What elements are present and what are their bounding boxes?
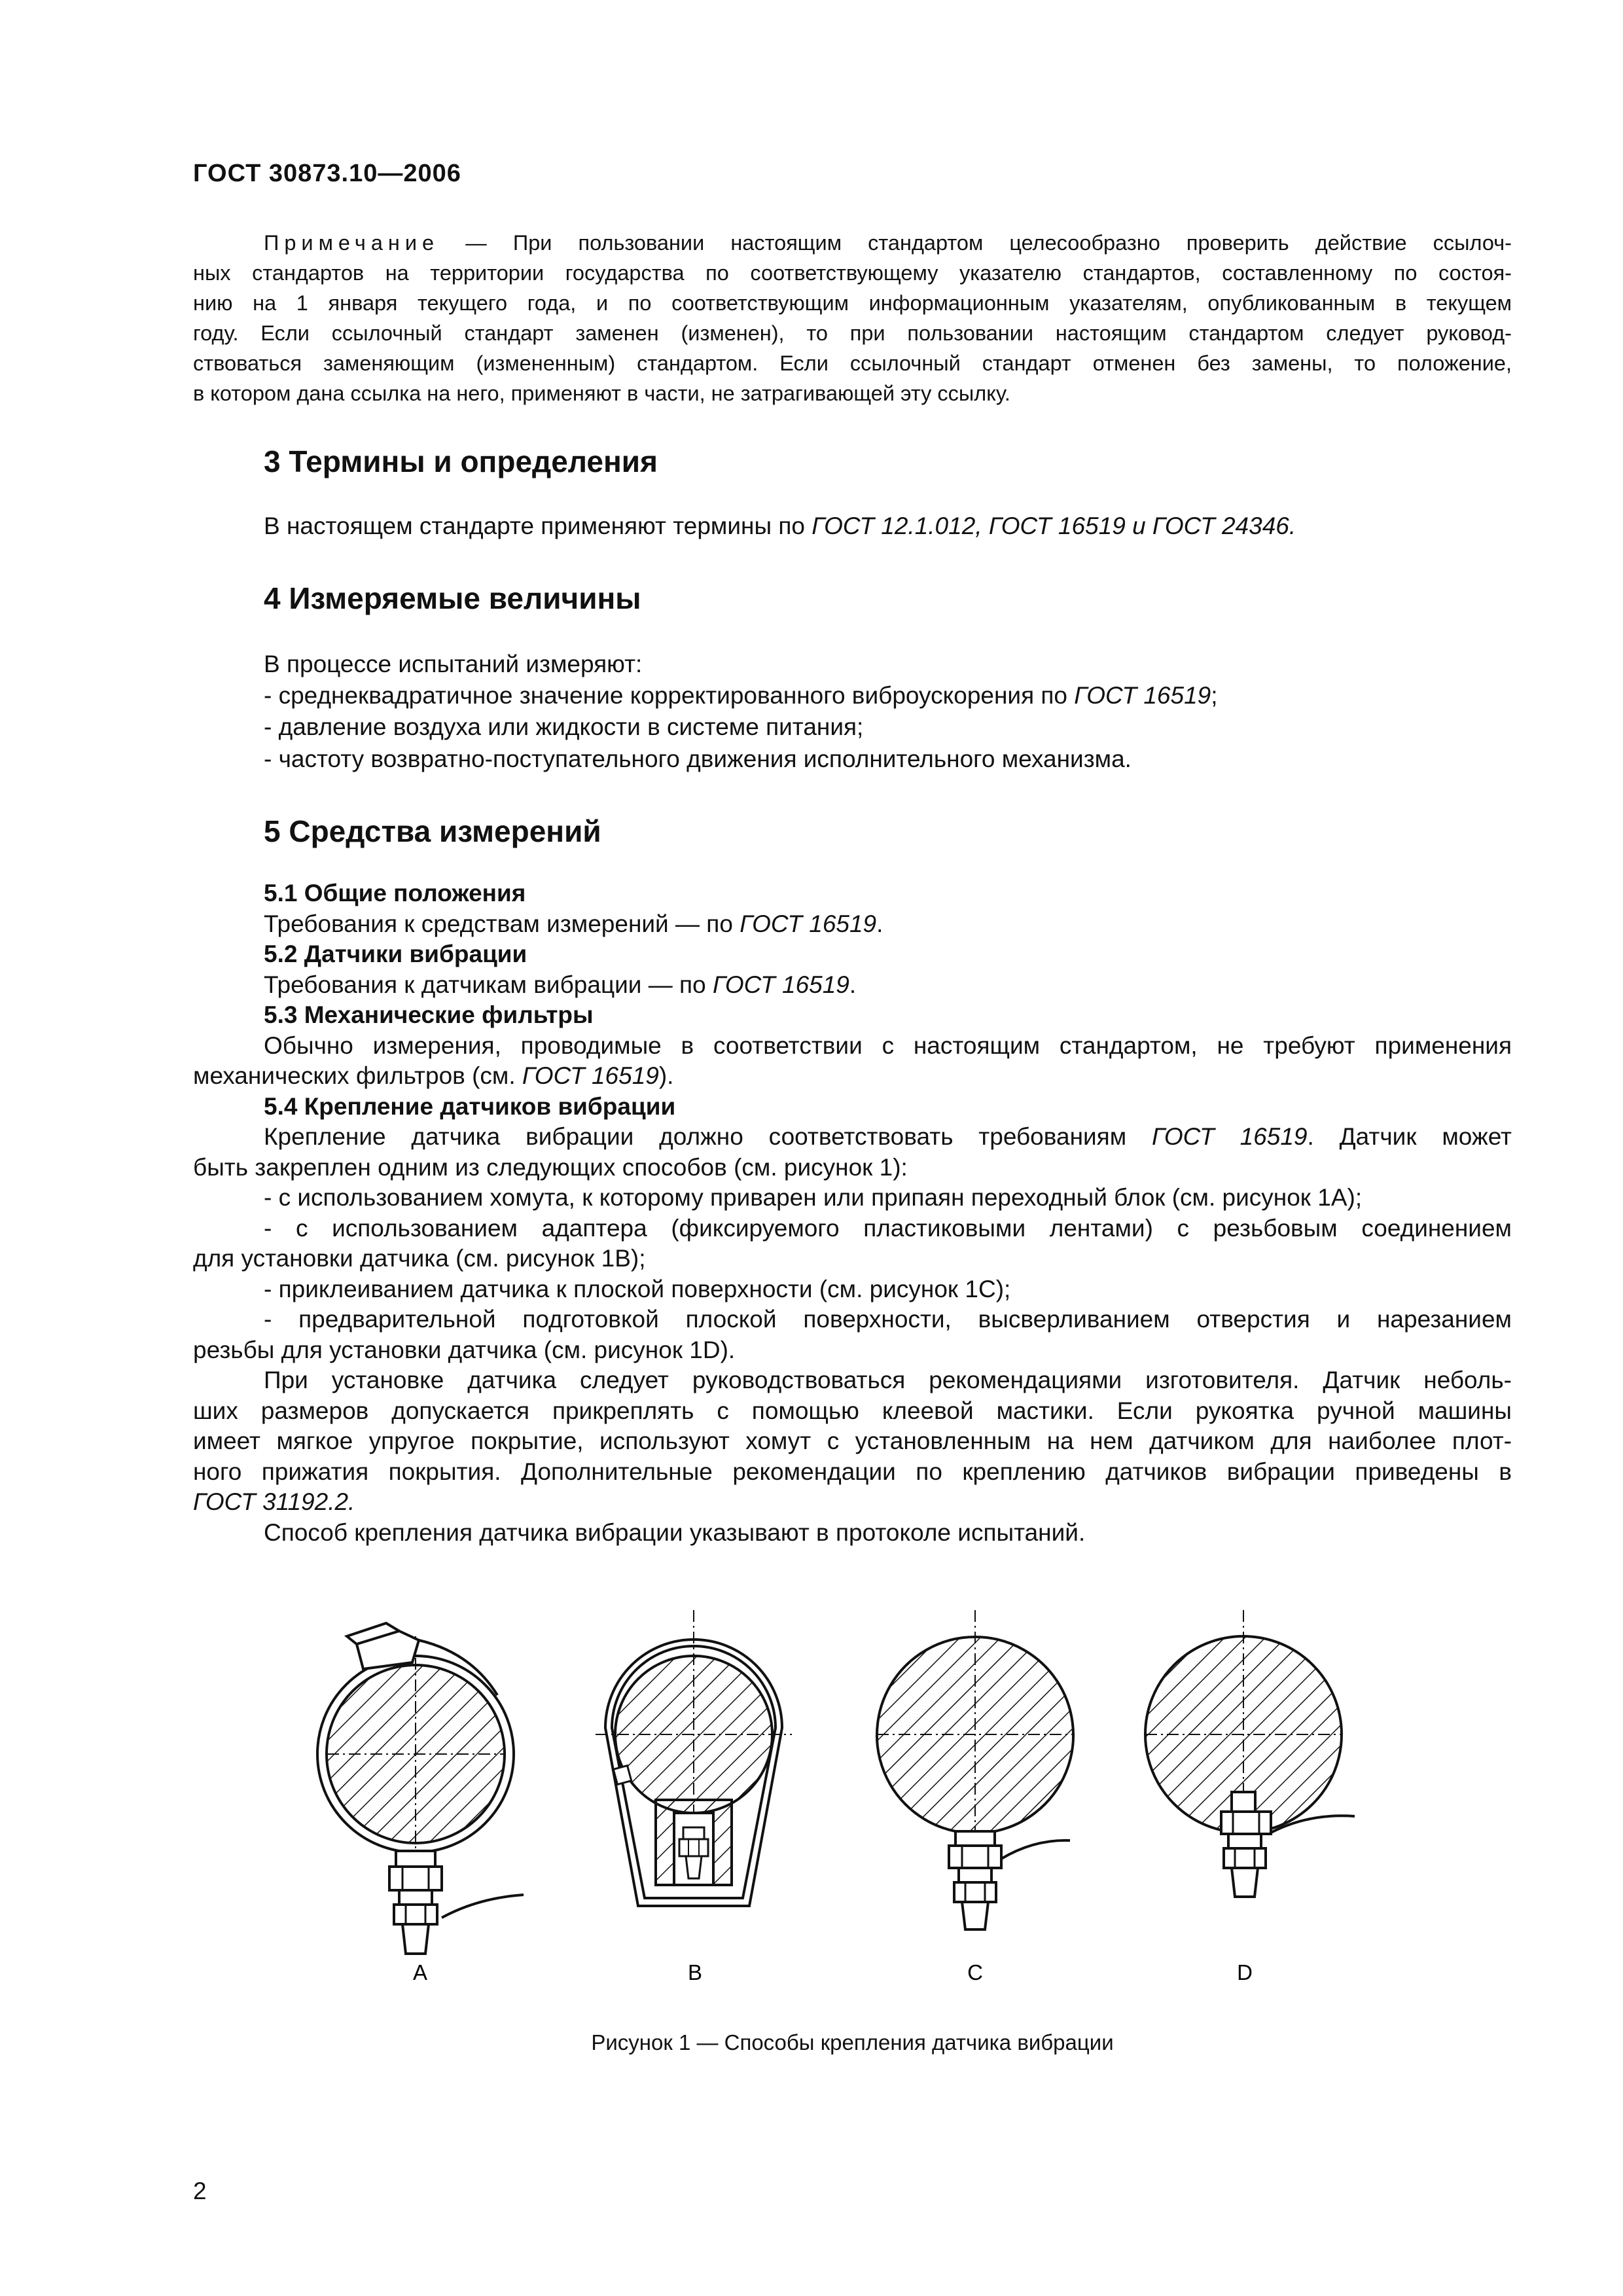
paragraph-line [193, 1487, 1512, 1518]
paragraph-line: быть закреплен одним из следующих способов (см. рисунок 1): [193, 1153, 908, 1181]
figure-1d-threaded-mount [1145, 1610, 1355, 1897]
figure-1-mounting-methods [308, 1597, 1381, 2003]
note-line: в котором дана ссылка на него, применяют в части, не затрагивающей эту ссылку. [193, 382, 1010, 405]
section-5-title: 5 Средства измерений [264, 814, 601, 848]
section-4-item: - среднеквадратичное значение корректированного виброускорения по ГОСТ 16519; [264, 682, 1218, 709]
paragraph-line: имеет мягкое упругое покрытие, используют хомут с установленным на нем датчиком для наиболее плот- [193, 1427, 1512, 1454]
standard-reference: ГОСТ 12.1.012, ГОСТ 16519 и ГОСТ 24346. [812, 512, 1296, 539]
paragraph-line: При установке датчика следует руководствоваться рекомендациями изготовителя. Датчик неболь- [264, 1367, 1512, 1393]
subsection-title: 5.3 Механические фильтры [264, 1001, 594, 1028]
paragraph-line: ших размеров допускается прикреплять с помощью клеевой мастики. Если рукоятка ручной машины [193, 1397, 1512, 1424]
paragraph-line: механических фильтров (см. ГОСТ 16519). [193, 1062, 674, 1089]
figure-1b-adapter-mount [596, 1610, 792, 1906]
paragraph-line: Требования к датчикам вибрации — по ГОСТ 16519. [264, 971, 857, 998]
paragraph-line: Требования к средствам измерений — по ГОСТ 16519. [264, 910, 883, 937]
note-line: году. Если ссылочный стандарт заменен (изменен), то при пользовании настоящим стандартом следует руковод- [193, 321, 1512, 345]
document-header: ГОСТ 30873.10—2006 [193, 160, 461, 187]
section-4-title: 4 Измеряемые величины [264, 581, 641, 615]
paragraph-line: - приклеиванием датчика к плоской поверхности (см. рисунок 1С); [264, 1275, 1011, 1302]
subsection-title: 5.1 Общие положения [264, 880, 526, 906]
section-4-intro: В процессе испытаний измеряют: [264, 651, 643, 677]
subsection-title: 5.4 Крепление датчиков вибрации [264, 1092, 676, 1120]
paragraph-line: - с использованием адаптера (фиксируемого пластиковыми лентами) с резьбовым соединением [264, 1214, 1512, 1242]
standard-reference: ГОСТ 16519 [1074, 682, 1211, 709]
figure-1c-glued-mount [877, 1610, 1073, 1929]
paragraph-line: - предварительной подготовкой плоской поверхности, высверливанием отверстия и нарезанием [264, 1306, 1512, 1333]
note-line: ных стандартов на территории государства по соответствующему указателю стандартов, составленному по состоя- [193, 261, 1512, 285]
section-5-body [193, 878, 1512, 1548]
paragraph-line: для установки датчика (см. рисунок 1В); [193, 1245, 646, 1272]
figure-label-c: C [967, 1960, 983, 1984]
standard-reference: ГОСТ 16519 [1152, 1123, 1308, 1150]
figure-label-d: D [1237, 1960, 1253, 1984]
paragraph-line: - с использованием хомута, к которому приварен или припаян переходный блок (см. рисунок 1А); [264, 1184, 1363, 1211]
page-number: 2 [193, 2178, 207, 2204]
note-lead: Примечание [264, 231, 440, 255]
standard-reference: ГОСТ 16519 [522, 1062, 659, 1089]
note-line: ствоваться заменяющим (измененным) стандартом. Если ссылочный стандарт отменен без замены, то положение, [193, 351, 1512, 375]
figure-label-a: A [412, 1960, 428, 1984]
paragraph-line: резьбы для установки датчика (см. рисунок 1D). [193, 1336, 736, 1363]
figure-1a-clamp-mount [317, 1623, 524, 1954]
note-paragraph [193, 228, 1512, 408]
paragraph-line: Обычно измерения, проводимые в соответствии с настоящим стандартом, не требуют применения [264, 1031, 1512, 1059]
section-3-title: 3 Термины и определения [264, 444, 658, 478]
subsection-title: 5.2 Датчики вибрации [264, 941, 527, 967]
section-4-item: - давление воздуха или жидкости в системе питания; [264, 713, 864, 740]
note-line: нию на 1 января текущего года, и по соответствующим информационным указателям, опубликованным в текущем [193, 291, 1512, 315]
note-line: — При пользовании настоящим стандартом целесообразно проверить действие ссылоч- [465, 231, 1512, 255]
standard-reference: ГОСТ 31192.2. [193, 1488, 355, 1515]
figure-label-b: B [687, 1960, 703, 1984]
figure-caption: Рисунок 1 — Способы крепления датчика вибрации [591, 2030, 1114, 2054]
paragraph-line: Крепление датчика вибрации должно соответствовать требованиям ГОСТ 16519. Датчик может [264, 1123, 1512, 1150]
section-3-text: В настоящем стандарте применяют термины по ГОСТ 12.1.012, ГОСТ 16519 и ГОСТ 24346. [264, 512, 1296, 539]
standard-reference: ГОСТ 16519 [712, 971, 849, 998]
standard-reference: ГОСТ 16519 [740, 910, 877, 937]
paragraph-line: ного прижатия покрытия. Дополнительные рекомендации по креплению датчиков вибрации приведены в [193, 1458, 1512, 1485]
section-4-item: - частоту возвратно-поступательного движения исполнительного механизма. [264, 745, 1132, 772]
paragraph-line: Способ крепления датчика вибрации указывают в протоколе испытаний. [264, 1518, 1086, 1546]
